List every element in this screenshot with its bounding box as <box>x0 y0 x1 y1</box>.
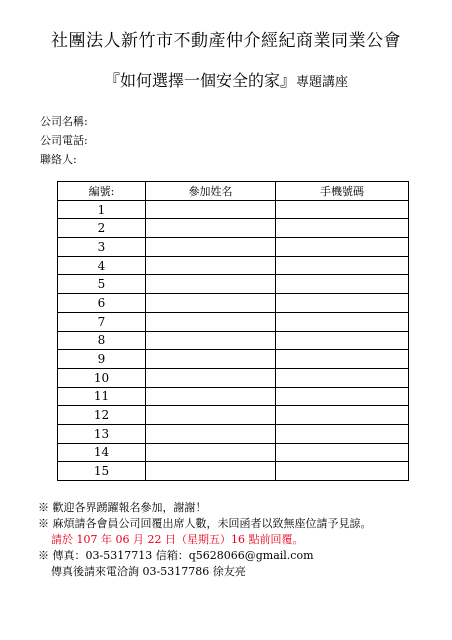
table-row <box>58 238 409 257</box>
row-number: 13 <box>58 424 146 443</box>
header-phone: 手機號碼 <box>276 182 409 201</box>
note-rsvp: ※ 麻煩請各會員公司回覆出席人數，未回函者以致無座位請予見諒。 <box>38 517 372 530</box>
name-cell[interactable] <box>146 350 276 369</box>
table-row <box>58 275 409 294</box>
name-cell[interactable] <box>146 406 276 425</box>
name-cell[interactable] <box>146 219 276 238</box>
row-number: 8 <box>58 331 146 350</box>
table-header-row <box>58 182 409 201</box>
phone-cell[interactable] <box>276 350 409 369</box>
phone-cell[interactable] <box>276 443 409 462</box>
table-row <box>58 312 409 331</box>
name-cell[interactable] <box>146 387 276 406</box>
row-number: 5 <box>58 275 146 294</box>
name-cell[interactable] <box>146 331 276 350</box>
phone-cell[interactable] <box>276 312 409 331</box>
table-row <box>58 219 409 238</box>
name-cell[interactable] <box>146 368 276 387</box>
name-cell[interactable] <box>146 275 276 294</box>
phone-cell[interactable] <box>276 256 409 275</box>
name-cell[interactable] <box>146 443 276 462</box>
row-number: 9 <box>58 350 146 369</box>
phone-cell[interactable] <box>276 219 409 238</box>
table-row <box>58 462 409 481</box>
row-number: 7 <box>58 312 146 331</box>
note-fax-email: ※ 傳真：03-5317713 信箱：q5628066@gmail.com <box>38 549 314 562</box>
contact-person-label: 聯絡人: <box>40 153 77 166</box>
table-row <box>58 424 409 443</box>
row-number: 12 <box>58 406 146 425</box>
phone-cell[interactable] <box>276 368 409 387</box>
phone-cell[interactable] <box>276 275 409 294</box>
phone-cell[interactable] <box>276 424 409 443</box>
table-row <box>58 256 409 275</box>
seminar-title <box>0 68 452 91</box>
name-cell[interactable] <box>146 238 276 257</box>
table-row <box>58 368 409 387</box>
row-number: 1 <box>58 200 146 219</box>
registration-table <box>57 181 409 481</box>
phone-cell[interactable] <box>276 238 409 257</box>
table-row <box>58 294 409 313</box>
table-row <box>58 387 409 406</box>
row-number: 15 <box>58 462 146 481</box>
row-number: 4 <box>58 256 146 275</box>
table-row <box>58 443 409 462</box>
seminar-title-main: 『如何選擇一個安全的家』 <box>103 71 296 90</box>
table-row <box>58 331 409 350</box>
header-number: 編號: <box>58 182 146 201</box>
row-number: 11 <box>58 387 146 406</box>
seminar-title-suffix: 專題講座 <box>296 75 349 90</box>
note-deadline: 請於 107 年 06 月 22 日（星期五）16 點前回覆。 <box>51 533 304 546</box>
phone-cell[interactable] <box>276 462 409 481</box>
name-cell[interactable] <box>146 200 276 219</box>
phone-cell[interactable] <box>276 387 409 406</box>
table-row <box>58 200 409 219</box>
phone-cell[interactable] <box>276 406 409 425</box>
name-cell[interactable] <box>146 256 276 275</box>
table-body <box>58 200 409 480</box>
name-cell[interactable] <box>146 294 276 313</box>
company-info-fields <box>40 112 88 169</box>
note-welcome: ※ 歡迎各界踴躍報名參加，謝謝！ <box>38 501 207 514</box>
company-name-label: 公司名稱: <box>40 115 88 128</box>
header-name: 參加姓名 <box>146 182 276 201</box>
table-row <box>58 406 409 425</box>
company-phone-label: 公司電話: <box>40 134 88 147</box>
name-cell[interactable] <box>146 424 276 443</box>
name-cell[interactable] <box>146 312 276 331</box>
phone-cell[interactable] <box>276 200 409 219</box>
row-number: 3 <box>58 238 146 257</box>
row-number: 2 <box>58 219 146 238</box>
row-number: 14 <box>58 443 146 462</box>
table-row <box>58 350 409 369</box>
phone-cell[interactable] <box>276 294 409 313</box>
row-number: 6 <box>58 294 146 313</box>
row-number: 10 <box>58 368 146 387</box>
org-title: 社團法人新竹市不動產仲介經紀商業同業公會 <box>51 31 401 51</box>
phone-cell[interactable] <box>276 331 409 350</box>
notes-section <box>38 500 372 580</box>
name-cell[interactable] <box>146 462 276 481</box>
note-phone-contact: 傳真後請來電洽詢 03-5317786 徐友亮 <box>51 565 246 578</box>
